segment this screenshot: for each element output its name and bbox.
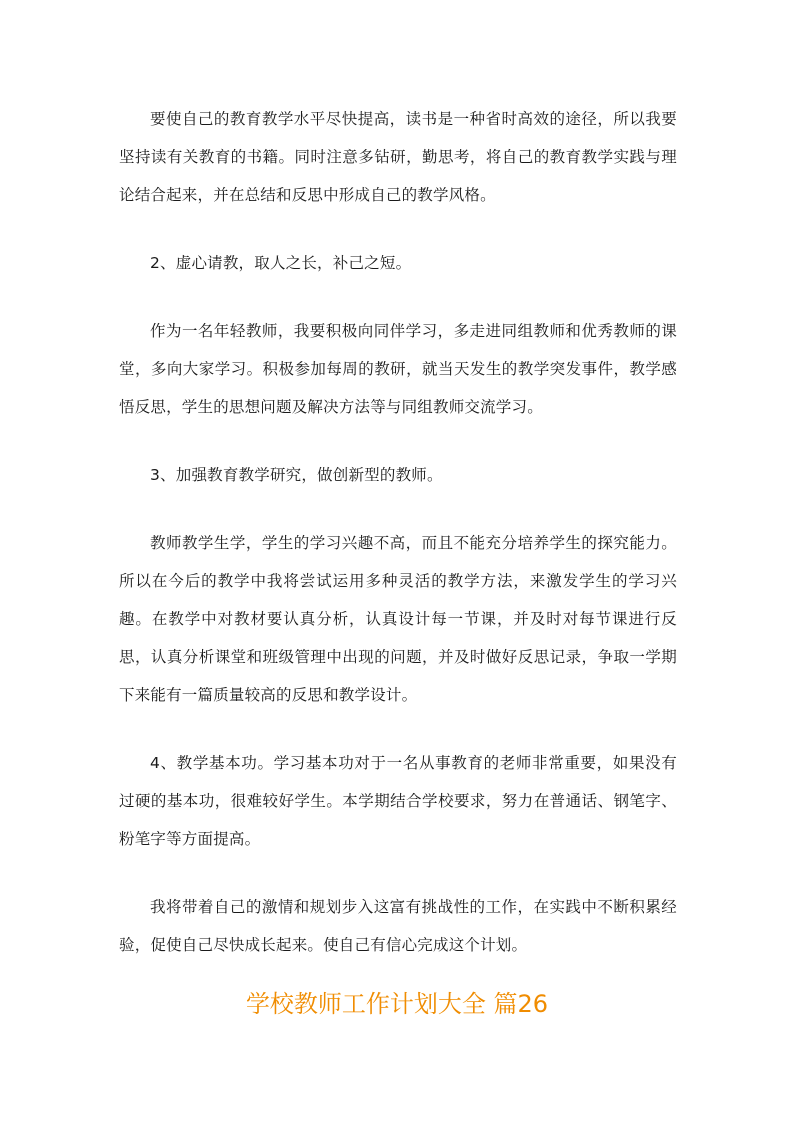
section-title: 学校教师工作计划大全 篇26 — [245, 990, 549, 1018]
paragraph-teaching-research: 教师教学生学，学生的学习兴趣不高，而且不能充分培养学生的探究能力。所以在今后的教学中我将尝试运用多种灵活的教学方法，来激发学生的学习兴趣。在教学中对教材要认真分析，认真设计每一节课，并及时对每节课进行反思，认真分析课堂和班级管理中出现的问题，并及时做好反思记录，争取一学期下来能有一篇质量较高的反思和教学设计。 — [119, 534, 677, 704]
heading-point-3: 3、加强教育教学研究，做创新型的教师。 — [150, 466, 443, 484]
heading-point-2: 2、虚心请教，取人之长，补己之短。 — [150, 254, 412, 272]
document-body — [119, 100, 677, 964]
paragraph-basic-skills: 4、教学基本功。学习基本功对于一名从事教育的老师非常重要，如果没有过硬的基本功，很难较好学生。本学期结合学校要求，努力在普通话、钢笔字、粉笔字等方面提高。 — [119, 754, 677, 848]
paragraph-peer-learning: 作为一名年轻教师，我要积极向同伴学习，多走进同组教师和优秀教师的课堂，多向大家学习。积极参加每周的教研，就当天发生的教学突发事件，教学感悟反思，学生的思想问题及解决方法等与同组教师交流学习。 — [119, 322, 677, 416]
paragraph-conclusion: 我将带着自己的激情和规划步入这富有挑战性的工作，在实践中不断积累经验，促使自己尽快成长起来。使自己有信心完成这个计划。 — [119, 898, 677, 954]
paragraph-reading: 要使自己的教育教学水平尽快提高，读书是一种省时高效的途径，所以我要坚持读有关教育的书籍。同时注意多钻研，勤思考，将自己的教育教学实践与理论结合起来，并在总结和反思中形成自己的教学风格。 — [119, 110, 677, 204]
